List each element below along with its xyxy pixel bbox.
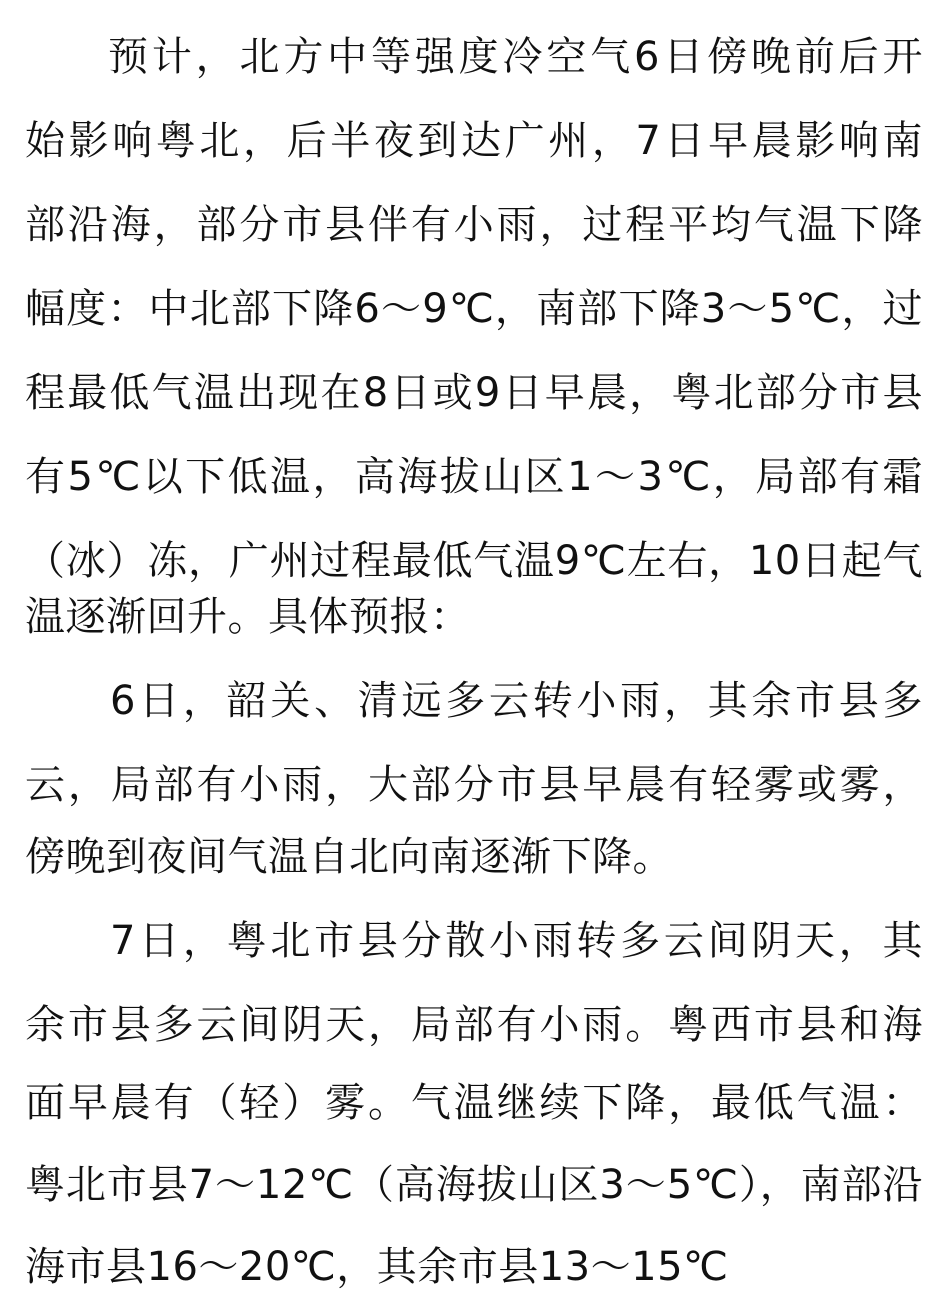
text-line (0, 95, 949, 179)
text-line (0, 431, 949, 515)
text-line-content: 幅度：中北部下降6～9℃，南部下降3～5℃，过 (25, 285, 923, 332)
text-line-content: 面早晨有（轻）雾。气温继续下降，最低气温： (25, 1079, 923, 1126)
text-line (0, 1139, 949, 1223)
text-line (0, 655, 949, 739)
text-line-content: 粤北市县7～12℃（高海拔山区3～5℃），南部沿 (25, 1161, 923, 1208)
text-line-content: 7日，粤北市县分散小雨转多云间阴天，其 (110, 917, 923, 964)
text-line (0, 263, 949, 347)
text-line-content: 海市县16～20℃，其余市县13～15℃ (25, 1244, 729, 1290)
text-line-content: 有5℃以下低温，高海拔山区1～3℃，局部有霜 (25, 453, 923, 500)
text-line-content: 傍晚到夜间气温自北向南逐渐下降。 (25, 833, 673, 880)
text-line-content: 6日，韶关、清远多云转小雨，其余市县多 (110, 677, 923, 724)
text-line (0, 571, 949, 655)
text-line (0, 895, 949, 979)
text-line (0, 1235, 949, 1295)
text-line (0, 979, 949, 1063)
text-line-content: 始影响粤北，后半夜到达广州，7日早晨影响南 (25, 117, 923, 164)
text-line (0, 1057, 949, 1141)
text-line-content: 云，局部有小雨，大部分市县早晨有轻雾或雾， (25, 761, 923, 808)
text-line-content: 程最低气温出现在8日或9日早晨，粤北部分市县 (25, 369, 923, 416)
text-line (0, 347, 949, 431)
text-line-content: 余市县多云间阴天，局部有小雨。粤西市县和海 (25, 1001, 923, 1048)
text-line-content: 部沿海，部分市县伴有小雨，过程平均气温下降 (25, 201, 923, 248)
text-line (0, 179, 949, 263)
text-line (0, 11, 949, 95)
text-line (0, 811, 949, 895)
text-line-content: 温逐渐回升。具体预报： (25, 593, 471, 640)
text-line-content: （冰）冻，广州过程最低气温9℃左右，10日起气 (25, 537, 923, 584)
text-line-content: 预计，北方中等强度冷空气6日傍晚前后开 (108, 33, 923, 80)
